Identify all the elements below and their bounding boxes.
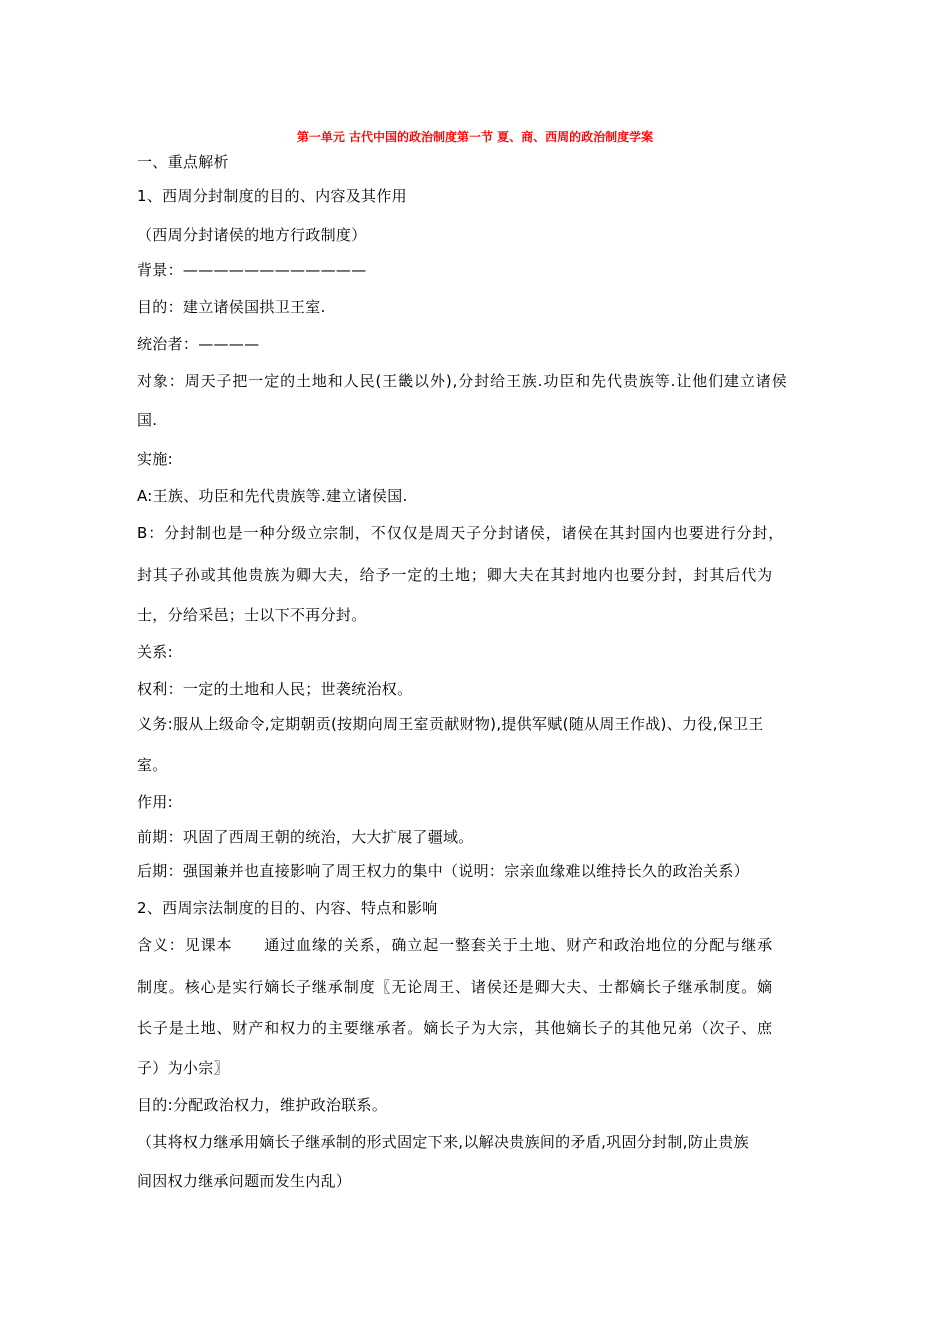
text-line: A:王族、功臣和先代贵族等.建立诸侯国.: [137, 487, 408, 505]
text-line: 后期：强国兼并也直接影响了周王权力的集中（说明：宗亲血缘难以维持长久的政治关系）: [137, 862, 750, 880]
text-line: 室。: [137, 756, 168, 774]
subsection-heading: 2、西周宗法制度的目的、内容、特点和影响: [137, 899, 438, 917]
text-line: 背景：————————————: [137, 261, 367, 279]
text-line: 含义：见课本 通过血缘的关系，确立起一整套关于土地、财产和政治地位的分配与继承: [137, 936, 774, 954]
text-line: 义务:服从上级命令,定期朝贡(按期向周王室贡献财物),提供军赋(随从周王作战)、力役,保卫王: [137, 715, 764, 733]
text-line: 前期：巩固了西周王朝的统治，大大扩展了疆域。: [137, 828, 474, 846]
text-line: 子）为小宗〗: [137, 1059, 229, 1077]
text-line: 间因权力继承问题而发生内乱）: [137, 1172, 352, 1190]
text-line: （其将权力继承用嫡长子继承制的形式固定下来,以解决贵族间的矛盾,巩固分封制,防止贵族: [137, 1133, 749, 1151]
text-line: 目的:分配政治权力，维护政治联系。: [137, 1096, 388, 1114]
section-heading: 一、重点解析: [137, 153, 229, 171]
text-line: 制度。核心是实行嫡长子继承制度〖无论周王、诸侯还是卿大夫、士都嫡长子继承制度。嫡: [137, 978, 774, 996]
text-line: 士，分给采邑；士以下不再分封。: [137, 606, 367, 624]
document-title: 第一单元 古代中国的政治制度第一节 夏、商、西周的政治制度学案: [296, 130, 654, 144]
text-line: （西周分封诸侯的地方行政制度）: [137, 226, 367, 244]
text-line: 统治者：————: [137, 335, 260, 353]
text-line: 长子是土地、财产和权力的主要继承者。嫡长子为大宗，其他嫡长子的其他兄弟（次子、庶: [137, 1019, 774, 1037]
text-line: 作用:: [137, 793, 173, 811]
subsection-heading: 1、西周分封制度的目的、内容及其作用: [137, 187, 407, 205]
text-line: 对象：周天子把一定的土地和人民(王畿以外),分封给王族.功臣和先代贵族等.让他们建立诸侯: [137, 372, 788, 390]
text-line: 关系:: [137, 643, 173, 661]
text-line: B：分封制也是一种分级立宗制，不仅仅是周天子分封诸侯，诸侯在其封国内也要进行分封，: [137, 524, 785, 542]
text-line: 权利：一定的土地和人民；世袭统治权。: [137, 680, 413, 698]
text-line: 目的：建立诸侯国拱卫王室.: [137, 298, 326, 316]
text-line: 国.: [137, 411, 158, 429]
text-line: 实施:: [137, 450, 173, 468]
text-line: 封其子孙或其他贵族为卿大夫，给予一定的土地；卿大夫在其封地内也要分封，封其后代为: [137, 566, 774, 584]
